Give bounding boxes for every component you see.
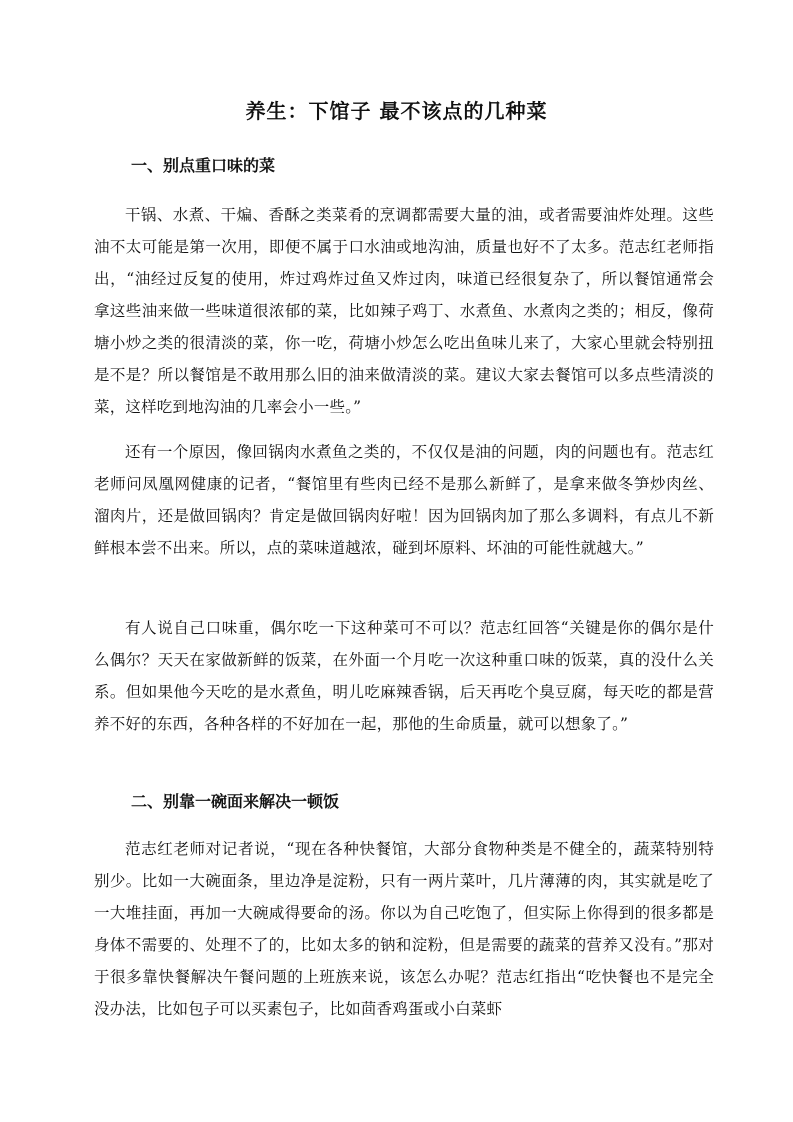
section-1-heading: 一、别点重口味的菜 xyxy=(131,156,276,175)
page-title: 养生：下馆子 最不该点的几种菜 xyxy=(245,99,548,123)
section-2-heading: 二、别靠一碗面来解决一顿饭 xyxy=(131,792,340,811)
section-2-paragraph-1: 范志红老师对记者说，“现在各种快餐馆，大部分食物种类是不健全的，蔬菜特别特别少。比如一大碗面条，里边净是淀粉，只有一两片菜叶，几片薄薄的肉，其实就是吃了一大堆挂面，再加一大碗咸得要命的汤。你以为自己吃饱了，但实际上你得到的很多都是身体不需要的、处理不了的，比如太多的钠和淀粉，但是需要的蔬菜的营养又没有。”那对于很多靠快餐解决午餐问题的上班族来说，该怎么办呢？范志红指出“吃快餐也不是完全没办法，比如包子可以买素包子，比如茴香鸡蛋或小白菜虾 xyxy=(94,840,714,1018)
section-1-paragraph-3: 有人说自己口味重，偶尔吃一下这种菜可不可以？范志红回答“关键是你的偶尔是什么偶尔？天天在家做新鲜的饭菜，在外面一个月吃一次这种重口味的饭菜，真的没什么关系。但如果他今天吃的是水煮鱼，明儿吃麻辣香锅，后天再吃个臭豆腐，每天吃的都是营养不好的东西，各种各样的不好加在一起，那他的生命质量，就可以想象了。” xyxy=(94,619,714,733)
section-1-paragraph-1: 干锅、水煮、干煸、香酥之类菜肴的烹调都需要大量的油，或者需要油炸处理。这些油不太可能是第一次用，即便不属于口水油或地沟油，质量也好不了太多。范志红老师指出，“油经过反复的使用，炸过鸡炸过鱼又炸过肉，味道已经很复杂了，所以餐馆通常会拿这些油来做一些味道很浓郁的菜，比如辣子鸡丁、水煮鱼、水煮肉之类的；相反，像荷塘小炒之类的很清淡的菜，你一吃，荷塘小炒怎么吃出鱼味儿来了，大家心里就会特别扭是不是？所以餐馆是不敢用那么旧的油来做清淡的菜。建议大家去餐馆可以多点些清淡的菜，这样吃到地沟油的几率会小一些。” xyxy=(94,206,714,416)
section-1-paragraph-2: 还有一个原因，像回锅肉水煮鱼之类的，不仅仅是油的问题，肉的问题也有。范志红老师问凤凰网健康的记者，“餐馆里有些肉已经不是那么新鲜了，是拿来做冬笋炒肉丝、溜肉片，还是做回锅肉？肯定是做回锅肉好啦！因为回锅肉加了那么多调料，有点儿不新鲜根本尝不出来。所以，点的菜味道越浓，碰到坏原料、坏油的可能性就越大。” xyxy=(94,443,714,557)
